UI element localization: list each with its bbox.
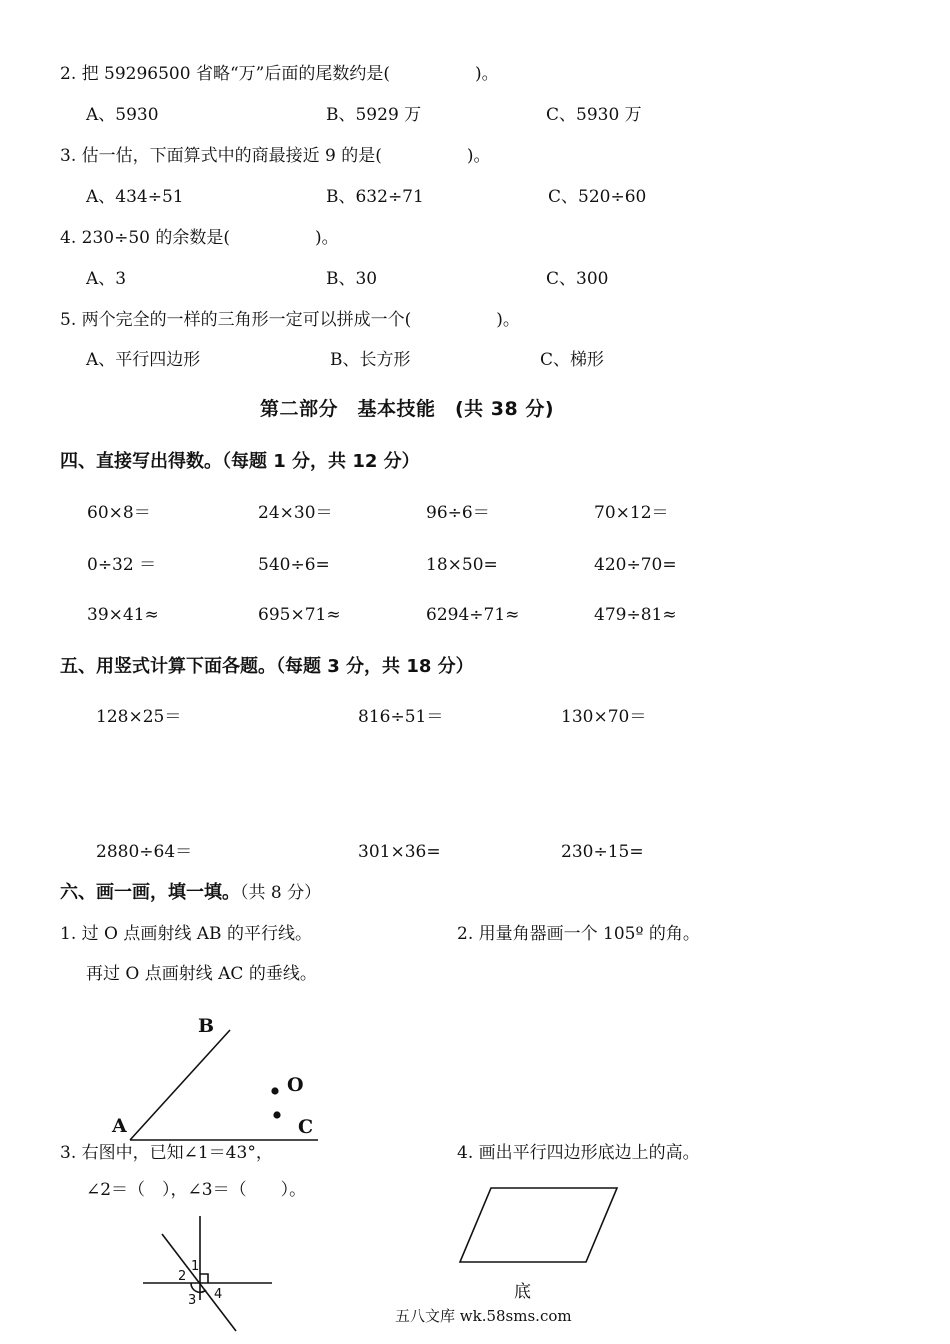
part-2-title: 第二部分 基本技能 (共 38 分)	[260, 398, 555, 420]
label-o: O	[287, 1074, 304, 1096]
question-3: 3. 估一估，下面算式中的商最接近 9 的是( )。	[60, 146, 491, 166]
label-b: B	[198, 1015, 215, 1037]
oral-calc-item: 540÷6=	[258, 555, 330, 575]
oral-calc-item: 420÷70=	[594, 555, 677, 575]
footer-watermark: 五八文库 wk.58sms.com	[395, 1307, 572, 1325]
vertical-calc-item: 301×36=	[358, 842, 441, 862]
oral-calc-item: 0÷32 ＝	[87, 555, 157, 575]
draw-question-1-line-2: 再过 O 点画射线 AC 的垂线。	[86, 964, 317, 984]
question-2-option-b: B、5929 万	[326, 105, 422, 125]
angle-question-3-line-2: ∠2＝（ ），∠3＝（ ）。	[86, 1180, 307, 1200]
question-4-option-c: C、300	[546, 269, 609, 289]
question-5-option-c: C、梯形	[540, 350, 605, 370]
section-4-title: 四、直接写出得数。（每题 1 分，共 12 分）	[60, 451, 420, 472]
vertical-calc-item: 128×25＝	[96, 707, 182, 727]
label-c: C	[298, 1116, 314, 1138]
question-4-option-b: B、30	[326, 269, 378, 289]
draw-question-4: 4. 画出平行四边形底边上的高。	[457, 1143, 700, 1163]
point-c-dot	[273, 1111, 280, 1118]
angle-question-3-line-1: 3. 右图中，已知∠1＝43°，	[60, 1143, 273, 1163]
ray-ab	[130, 1030, 230, 1140]
question-5: 5. 两个完全的一样的三角形一定可以拼成一个( )。	[60, 310, 520, 330]
oral-calc-item: 18×50=	[426, 555, 498, 575]
question-3-option-a: A、434÷51	[86, 187, 184, 207]
question-3-option-c: C、520÷60	[548, 187, 647, 207]
base-label: 底	[514, 1282, 531, 1302]
vertical-calc-item: 2880÷64＝	[96, 842, 193, 862]
oral-calc-item: 70×12＝	[594, 503, 669, 523]
parallelogram	[460, 1188, 617, 1262]
draw-question-2: 2. 用量角器画一个 105º 的角。	[457, 924, 700, 944]
question-5-option-a: A、平行四边形	[86, 350, 201, 370]
angle-1-label: 1	[191, 1259, 200, 1274]
oral-calc-item: 24×30＝	[258, 503, 333, 523]
question-2-option-c: C、5930 万	[546, 105, 642, 125]
vertical-calc-item: 230÷15=	[561, 842, 644, 862]
question-2: 2. 把 59296500 省略“万”后面的尾数约是( )。	[60, 64, 499, 84]
vertical-calc-item: 130×70＝	[561, 707, 647, 727]
section-6-title: 六、画一画，填一填。	[60, 882, 240, 903]
oral-calc-item: 6294÷71≈	[426, 605, 520, 625]
label-a: A	[112, 1115, 127, 1137]
question-4-option-a: A、3	[86, 269, 127, 289]
section-6-score: （共 8 分）	[240, 883, 322, 903]
oral-calc-item: 60×8＝	[87, 503, 151, 523]
oral-calc-item: 96÷6＝	[426, 503, 490, 523]
angle-2-label: 2	[178, 1269, 187, 1284]
oral-calc-item: 39×41≈	[87, 605, 159, 625]
question-4: 4. 230÷50 的余数是( )。	[60, 228, 339, 248]
point-o-dot	[271, 1087, 278, 1094]
angle-3-label: 3	[188, 1293, 197, 1308]
angle-4-label: 4	[214, 1287, 223, 1302]
question-3-option-b: B、632÷71	[326, 187, 424, 207]
question-5-option-b: B、长方形	[330, 350, 411, 370]
oral-calc-item: 695×71≈	[258, 605, 341, 625]
question-2-option-a: A、5930	[86, 105, 159, 125]
right-angle-mark	[200, 1274, 208, 1283]
vertical-calc-item: 816÷51＝	[358, 707, 444, 727]
section-5-title: 五、用竖式计算下面各题。（每题 3 分，共 18 分）	[60, 656, 474, 677]
draw-question-1-line-1: 1. 过 O 点画射线 AB 的平行线。	[60, 924, 312, 944]
intersecting-lines-figure	[143, 1216, 272, 1331]
oral-calc-item: 479÷81≈	[594, 605, 677, 625]
